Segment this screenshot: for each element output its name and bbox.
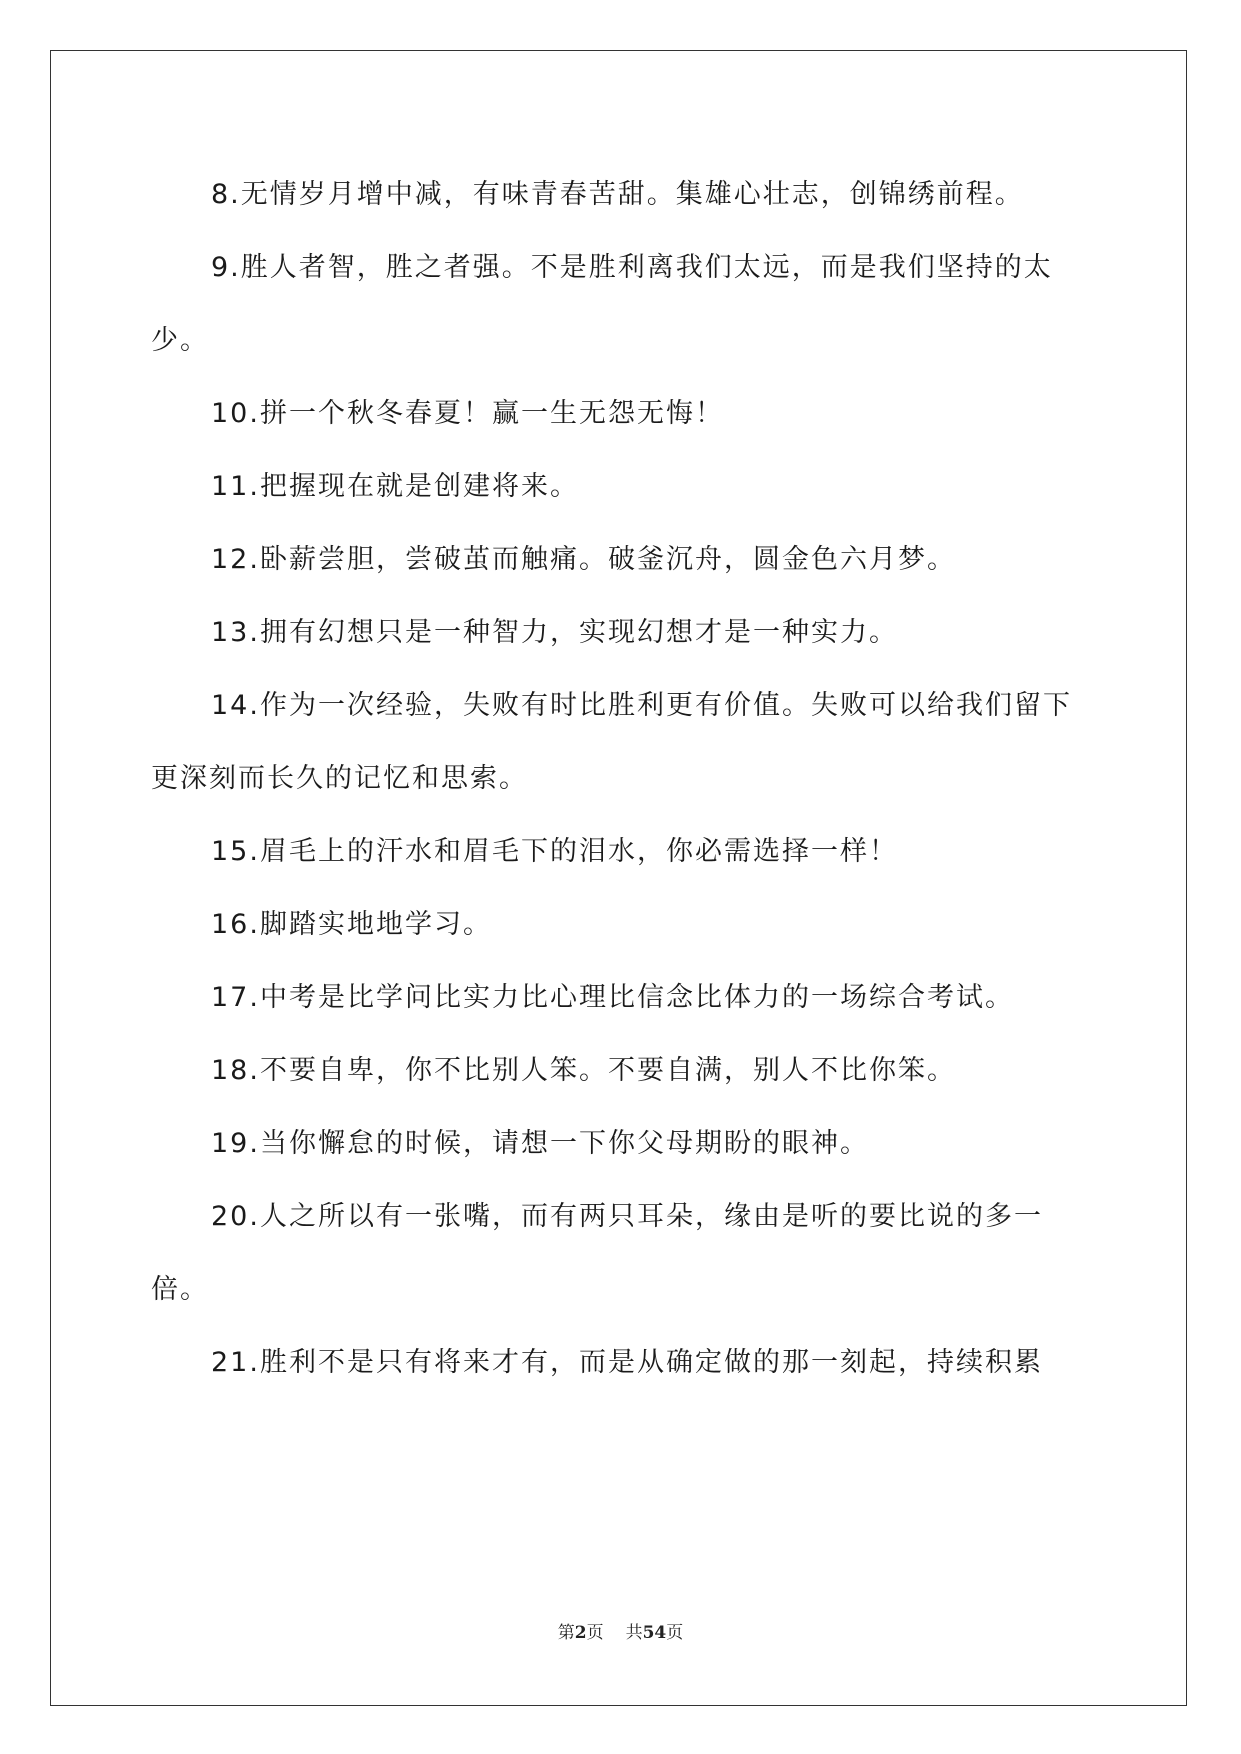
footer-page-suffix: 页 xyxy=(586,1623,604,1643)
page-footer xyxy=(0,1618,1241,1643)
paragraph: 17.中考是比学问比实力比心理比信念比体力的一场综合考试。 xyxy=(211,982,1014,1013)
paragraph: 15.眉毛上的汗水和眉毛下的泪水，你必需选择一样！ xyxy=(211,836,898,867)
page-number: 2 xyxy=(574,1623,587,1643)
total-pages: 54 xyxy=(642,1623,667,1643)
paragraph: 18.不要自卑，你不比别人笨。不要自满，别人不比你笨。 xyxy=(211,1055,956,1086)
footer-total-suffix: 页 xyxy=(666,1623,684,1643)
paragraph: 14.作为一次经验，失败有时比胜利更有价值。失败可以给我们留下更深刻而长久的记忆和思索。 xyxy=(151,690,1072,794)
paragraph: 20.人之所以有一张嘴，而有两只耳朵，缘由是听的要比说的多一倍。 xyxy=(151,1201,1043,1305)
document-body xyxy=(151,158,1081,1399)
footer-prefix: 第 xyxy=(557,1623,575,1643)
paragraph: 9.胜人者智，胜之者强。不是胜利离我们太远，而是我们坚持的太少。 xyxy=(151,252,1053,356)
footer-total-prefix: 共 xyxy=(625,1623,643,1643)
paragraph: 8.无情岁月增中减，有味青春苦甜。集雄心壮志，创锦绣前程。 xyxy=(211,179,1024,210)
paragraph: 11.把握现在就是创建将来。 xyxy=(211,471,579,502)
paragraph: 10.拼一个秋冬春夏！赢一生无怨无悔！ xyxy=(211,398,724,429)
paragraph: 13.拥有幻想只是一种智力，实现幻想才是一种实力。 xyxy=(211,617,898,648)
paragraph: 12.卧薪尝胆，尝破茧而触痛。破釜沉舟，圆金色六月梦。 xyxy=(211,544,956,575)
paragraph: 19.当你懈怠的时候，请想一下你父母期盼的眼神。 xyxy=(211,1128,869,1159)
paragraph: 16.脚踏实地地学习。 xyxy=(211,909,492,940)
paragraph: 21.胜利不是只有将来才有，而是从确定做的那一刻起，持续积累 xyxy=(211,1347,1043,1378)
